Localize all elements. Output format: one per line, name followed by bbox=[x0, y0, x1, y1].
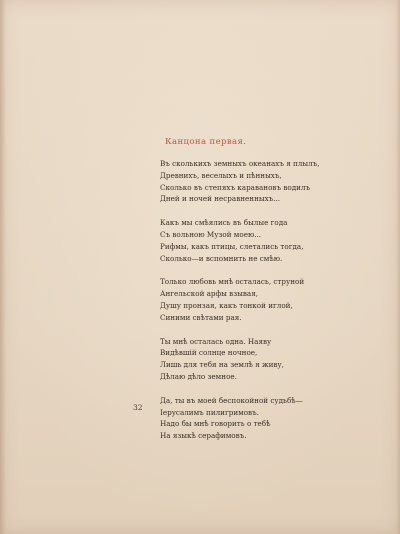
poem-line: Іерусалимъ пилигримовъ. bbox=[160, 407, 259, 417]
stanza-4 bbox=[160, 336, 375, 383]
poem-line: Дѣлаю дѣло земное. bbox=[160, 371, 237, 381]
stanza-3 bbox=[160, 276, 375, 323]
poem-line: Только любовь мнѣ осталась, струной bbox=[160, 277, 305, 287]
poem-line: Древнихъ, веселыхъ и пѣнныхъ, bbox=[160, 170, 282, 180]
poem-line: Видѣвшій солнце ночное, bbox=[160, 348, 258, 358]
poem-line: Надо бы мнѣ говорить о тебѣ bbox=[160, 419, 271, 429]
poem-line: Сколько въ степяхъ каравановъ водилъ bbox=[160, 182, 311, 192]
stanza-5 bbox=[160, 395, 375, 442]
stanza-2 bbox=[160, 217, 375, 264]
poem-line: Рифмы, какъ птицы, слетались тогда, bbox=[160, 241, 304, 251]
page-edge-shadow bbox=[396, 0, 400, 534]
poem-line: Дней и ночей несравненныхъ... bbox=[160, 194, 281, 204]
poem-line: Да, ты въ моей беспокойной судьбѣ— bbox=[160, 395, 303, 405]
poem-line: Синими свѣтами рая. bbox=[160, 312, 242, 322]
poem-line: Съ вольною Музой моею... bbox=[160, 229, 262, 239]
page-number: 32 bbox=[133, 403, 143, 412]
poem-line: Ты мнѣ осталась одна. Наяву bbox=[160, 336, 272, 346]
poem-line: Сколько—и вспомнить не смѣю. bbox=[160, 253, 283, 263]
poem-title: Канцона первая. bbox=[165, 137, 247, 147]
poem-line: Душу пронзая, какъ тонкой иглой, bbox=[160, 300, 293, 310]
poem-line: На языкѣ серафимовъ. bbox=[160, 431, 247, 441]
poem-line: Какъ мы смѣялись въ былые года bbox=[160, 218, 288, 228]
poem-line: Ангельской арфы взывая, bbox=[160, 289, 259, 299]
page-fold-shadow bbox=[0, 0, 6, 534]
stanza-1 bbox=[160, 158, 375, 205]
poem-line: Въ сколькихъ земныхъ океанахъ я плылъ, bbox=[160, 159, 320, 168]
poem-body bbox=[160, 158, 375, 454]
poem-line: Лишь для тебя на землѣ я живу, bbox=[160, 360, 284, 370]
